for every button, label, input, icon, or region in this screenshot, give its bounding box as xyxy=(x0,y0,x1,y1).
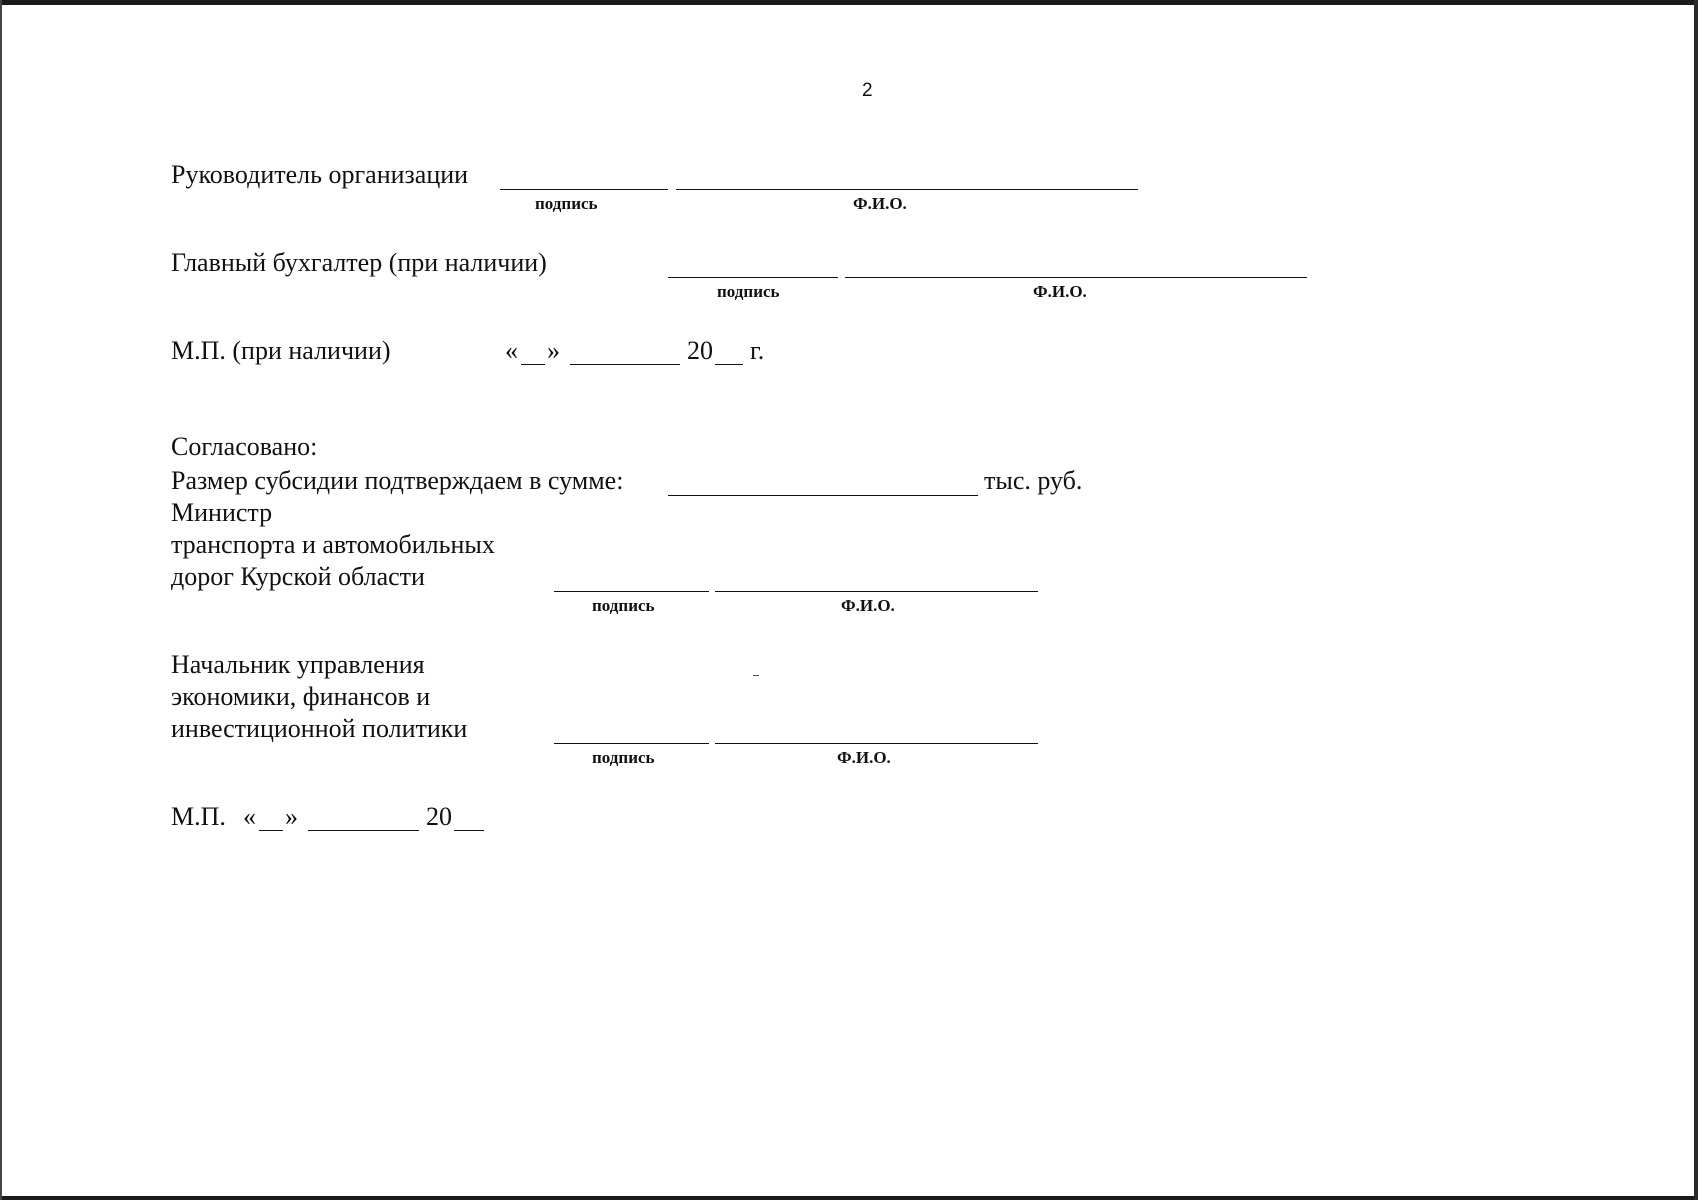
head-org-name-caption: Ф.И.О. xyxy=(853,194,907,213)
subsidy-label: Размер субсидии подтверждаем в сумме: xyxy=(171,466,624,495)
scan-edge-bottom xyxy=(0,1196,1698,1200)
chief-accountant-label: Главный бухгалтер (при наличии) xyxy=(171,248,547,277)
scan-edge-top xyxy=(0,0,1698,5)
head-dept-title-line-3: инвестиционной политики xyxy=(171,714,468,743)
chief-accountant-name-line[interactable] xyxy=(845,277,1307,278)
subsidy-amount-line[interactable] xyxy=(668,495,978,496)
date-year-suffix: г. xyxy=(750,336,765,365)
minister-name-line[interactable] xyxy=(715,591,1038,592)
date-year-line[interactable] xyxy=(715,364,743,365)
head-org-label: Руководитель организации xyxy=(171,160,469,189)
head-dept-signature-caption: подпись xyxy=(592,748,655,767)
final-date-month-line[interactable] xyxy=(308,830,419,831)
chief-accountant-signature-caption: подпись xyxy=(717,282,780,301)
scan-edge-right xyxy=(1694,0,1698,1200)
final-date-day-line[interactable] xyxy=(259,830,283,831)
final-date-close-quote: » xyxy=(285,802,298,831)
subsidy-unit: тыс. руб. xyxy=(984,466,1083,495)
minister-title-line-1: Министр xyxy=(171,498,273,527)
minister-signature-caption: подпись xyxy=(592,596,655,615)
head-org-signature-line[interactable] xyxy=(500,189,668,190)
head-dept-name-caption: Ф.И.О. xyxy=(837,748,891,767)
head-dept-name-line[interactable] xyxy=(715,743,1038,744)
head-dept-title-line-2: экономики, финансов и xyxy=(171,682,431,711)
agreed-label: Согласовано: xyxy=(171,432,318,461)
final-date-open-quote: « xyxy=(243,802,256,831)
page-number: 2 xyxy=(862,80,873,101)
final-date-year-prefix: 20 xyxy=(426,802,452,831)
final-seal-label: М.П. xyxy=(171,802,226,831)
chief-accountant-signature-line[interactable] xyxy=(668,277,838,278)
minister-signature-line[interactable] xyxy=(554,591,709,592)
head-dept-title-line-1: Начальник управления xyxy=(171,650,425,679)
stray-mark xyxy=(753,675,759,676)
seal-label: М.П. (при наличии) xyxy=(171,336,391,365)
date-close-quote: » xyxy=(547,336,560,365)
minister-title-line-2: транспорта и автомобильных xyxy=(171,530,495,559)
minister-title-line-3: дорог Курской области xyxy=(171,562,425,591)
chief-accountant-name-caption: Ф.И.О. xyxy=(1033,282,1087,301)
date-open-quote: « xyxy=(505,336,518,365)
head-org-signature-caption: подпись xyxy=(535,194,598,213)
head-org-name-line[interactable] xyxy=(676,189,1138,190)
date-month-line[interactable] xyxy=(570,364,680,365)
final-date-year-line[interactable] xyxy=(454,830,484,831)
minister-name-caption: Ф.И.О. xyxy=(841,596,895,615)
date-year-prefix: 20 xyxy=(687,336,713,365)
scan-edge-left xyxy=(0,0,2,1200)
head-dept-signature-line[interactable] xyxy=(554,743,709,744)
date-day-line[interactable] xyxy=(521,364,545,365)
